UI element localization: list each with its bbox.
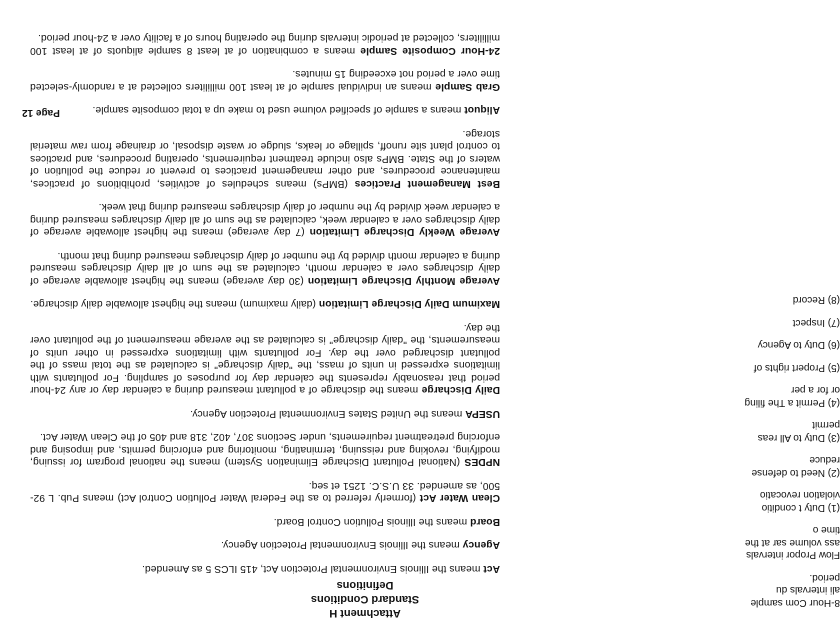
condition-item: (2) Need to defense reduce xyxy=(751,454,840,478)
definition: Average Monthly Discharge Limitation (30 day average) means the highest allowable average of daily discharges over a calendar month, calculated as the sum of all daily discharges measured during a calendar month divided by the number of daily discharges measured during that month. xyxy=(30,250,500,286)
condition-item: Flow Propor intervals ass volume sar at the time o xyxy=(744,524,840,561)
definition: Agency means the Illinois Environmental Protection Agency. xyxy=(220,539,500,551)
condition-item: (4) Permit a The filing or for a per xyxy=(744,384,840,408)
condition-item: (7) Inspect xyxy=(792,317,840,328)
condition-item: (6) Duty to Agency xyxy=(757,339,840,351)
definition: Best Management Practices (BMPs) means schedules of activities, prohibitions of practices, maintenance procedures, and other management practices to prevent or reduce the pollution of waters of the State. BMPs also include treatment requirements, operating procedures, and practices to control plant site runoff, spillage or leaks, sludge or waste disposal, or drainage from raw material storage. xyxy=(30,128,500,189)
definition: Grab Sample means an individual sample of at least 100 milliliters collected at a randomly-selected time over a period not exceeding 15 minutes. xyxy=(29,68,500,92)
definition: Aliquot means a sample of specified volume used to make up a total composite sample. xyxy=(92,104,500,116)
condition-item: (3) Duty to All reas permit xyxy=(757,419,840,443)
condition-item: 8-Hour Com sample ali intervals du period. xyxy=(750,572,840,608)
page-number: Page 12 xyxy=(22,107,60,118)
condition-item: (1) Duty t conditio violation revocatio xyxy=(759,489,840,513)
definition: NPDES (National Pollutant Discharge Elimination System) means the national program for issuing, modifying, revoking and reissuing, terminating, monitoring and enforcing permits, and imposing and enforcing pretreatment requirements, under Sections 307, 402, 318 and 405 of the Clean Water Act. xyxy=(30,431,500,468)
attachment-title: Attachment H xyxy=(329,607,401,619)
definition: Act means the Illinois Environmental Protection Act, 415 ILCS 5 as Amended. xyxy=(141,563,500,574)
condition-item: (8) Record xyxy=(792,294,840,306)
definition: Maximum Daily Discharge Limitation (daily maximum) means the highest allowable daily discharge. xyxy=(30,298,500,310)
definitions-column xyxy=(30,20,500,574)
standard-conditions-title: Standard Conditions xyxy=(310,593,420,605)
definition: USEPA means the United States Environmental Protection Agency. xyxy=(190,408,500,419)
definition: Daily Discharge means the discharge of a pollutant measured during a calendar day or any 24-hour period that reasonably represents the calendar day for purposes of sampling. For pollutants with limitations expressed in units of mass, the "daily discharge" is calculated as the total mass of the pollutant discharged over the day. For pollutants with limitations expressed in other units of measurements, the "daily discharge" is calculated as the average measurement of the pollutant over the day. xyxy=(30,322,500,396)
definition: Average Weekly Discharge Limitation (7 day average) means the highest allowable average of daily discharges over a calendar week, calculated as the sum of all daily discharges measured during a calendar week divided by the number of daily discharges measured during that week. xyxy=(30,201,500,238)
definition: 24-Hour Composite Sample means a combination of at least 8 sample aliquots of at least 100 milliliters, collected at periodic intervals during the operating hours of a facility over a 24-hour period. xyxy=(30,32,500,56)
definitions-heading: Definitions xyxy=(336,579,394,591)
definition: Board means the Illinois Pollution Control Board. xyxy=(273,516,500,527)
condition-item: (5) Propert rights of xyxy=(753,362,840,373)
header-block xyxy=(215,578,515,620)
definition: Clean Water Act (formerly referred to as the Federal Water Pollution Control Act) means Pub. L 92-500, as amended. 33 U.S.C. 1251 et seq. xyxy=(29,480,500,504)
conditions-column-partial xyxy=(744,283,840,608)
